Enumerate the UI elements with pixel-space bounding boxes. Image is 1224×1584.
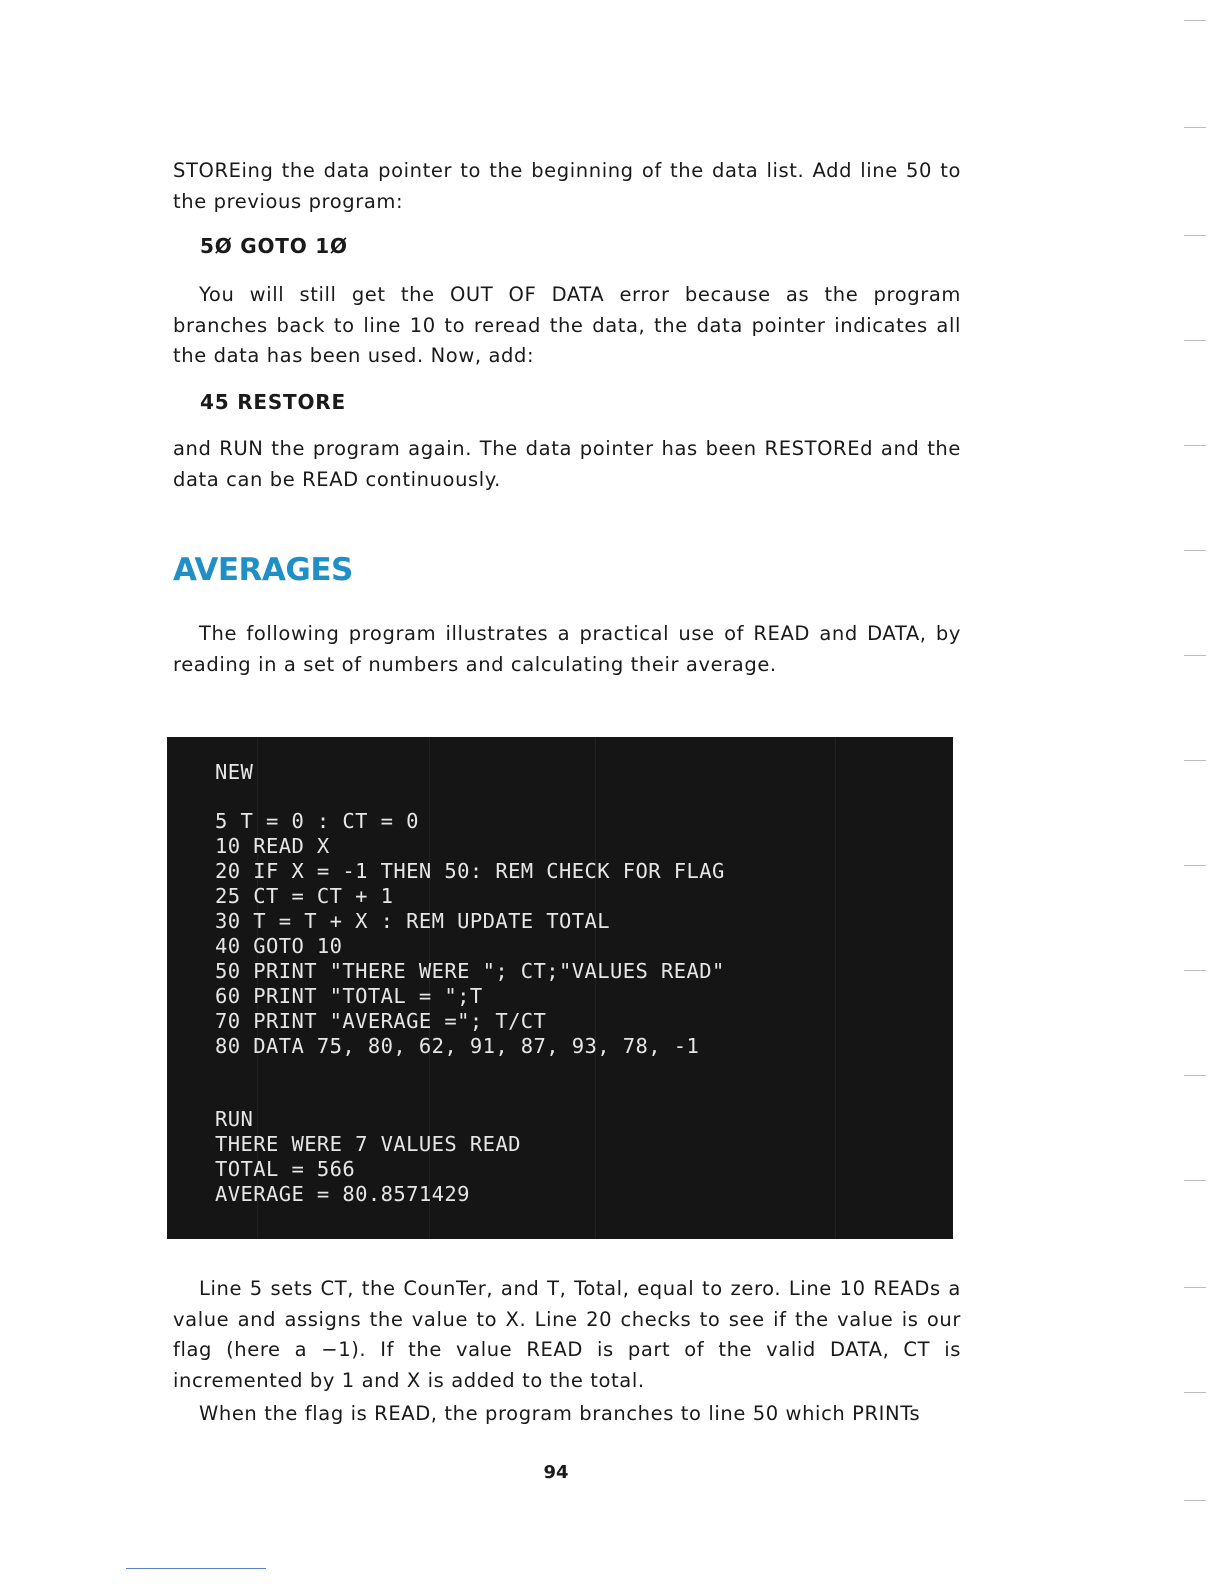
margin-tick: [1184, 760, 1206, 761]
margin-tick: [1184, 235, 1206, 236]
program-line: 30 T = T + X : REM UPDATE TOTAL: [215, 909, 611, 933]
margin-tick: [1184, 1500, 1206, 1501]
program-line: 10 READ X: [215, 834, 330, 858]
body-paragraph: The following program illustrates a practical use of READ and DATA, by reading in a set of numbers and calculating their average.: [173, 622, 961, 676]
margin-tick: [1184, 865, 1206, 866]
body-paragraph: When the flag is READ, the program branches to line 50 which PRINTs: [199, 1402, 921, 1425]
output-line: RUN: [215, 1107, 254, 1131]
program-line: 80 DATA 75, 80, 62, 91, 87, 93, 78, -1: [215, 1034, 700, 1058]
margin-tick: [1184, 1075, 1206, 1076]
program-line: 25 CT = CT + 1: [215, 884, 394, 908]
margin-tick: [1184, 127, 1206, 128]
screen-new-command: NEW: [215, 760, 254, 784]
program-line: 50 PRINT "THERE WERE "; CT;"VALUES READ": [215, 959, 725, 983]
program-line: 70 PRINT "AVERAGE ="; T/CT: [215, 1009, 547, 1033]
program-line: 5 T = 0 : CT = 0: [215, 809, 419, 833]
program-line: 60 PRINT "TOTAL = ";T: [215, 984, 483, 1008]
page-number: 94: [543, 1462, 569, 1483]
footnote-rule: [126, 1568, 266, 1569]
program-line: 40 GOTO 10: [215, 934, 343, 958]
margin-tick: [1184, 655, 1206, 656]
margin-tick: [1184, 20, 1206, 21]
body-paragraph: STOREing the data pointer to the beginning of the data list. Add line 50 to the previous program:: [173, 159, 961, 213]
output-line: TOTAL = 566: [215, 1157, 356, 1181]
margin-tick: [1184, 1180, 1206, 1181]
margin-tick: [1184, 340, 1206, 341]
margin-tick: [1184, 550, 1206, 551]
scan-artifact: [835, 737, 836, 1239]
output-line: THERE WERE 7 VALUES READ: [215, 1132, 521, 1156]
margin-tick: [1184, 1287, 1206, 1288]
program-line: 20 IF X = -1 THEN 50: REM CHECK FOR FLAG: [215, 859, 725, 883]
body-paragraph: You will still get the OUT OF DATA error because as the program branches back to line 10 to reread the data, the data pointer indicates all the data has been used. Now, add:: [173, 283, 961, 367]
computer-screen-photo: [167, 737, 953, 1239]
margin-tick: [1184, 1392, 1206, 1393]
code-snippet-goto: 5Ø GOTO 1Ø: [200, 234, 348, 258]
body-paragraph: Line 5 sets CT, the CounTer, and T, Total, equal to zero. Line 10 READs a value and assigns the value to X. Line 20 checks to see if the value is our flag (here a −1). If the value READ is part of the valid DATA, CT is incremented by 1 and X is added to the total.: [173, 1277, 961, 1392]
section-heading: AVERAGES: [173, 552, 353, 588]
margin-tick: [1184, 445, 1206, 446]
scan-artifact: [595, 737, 596, 1239]
margin-tick: [1184, 970, 1206, 971]
code-snippet-restore: 45 RESTORE: [200, 390, 346, 414]
margin-ticks: [1164, 0, 1224, 1584]
output-line: AVERAGE = 80.8571429: [215, 1182, 470, 1206]
body-paragraph: and RUN the program again. The data pointer has been RESTOREd and the data can be READ continuously.: [173, 437, 961, 491]
